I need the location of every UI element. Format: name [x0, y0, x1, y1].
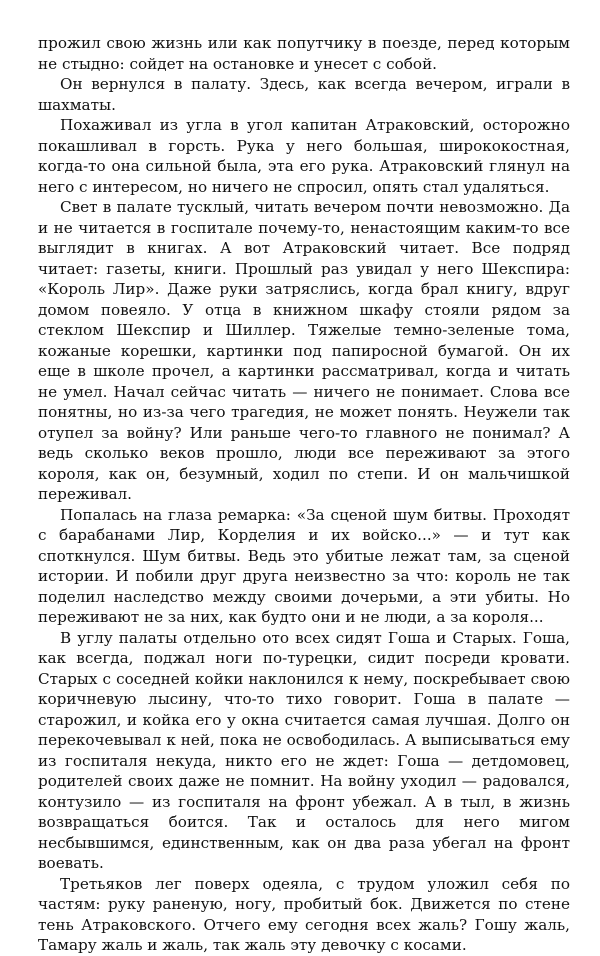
book-page — [38, 33, 570, 956]
paragraph-3: Похаживал из угла в угол капитан Атраковский, осторожно покашливал в горсть. Рука у него большая, ширококостная, когда-то она сильной была, эта его рука. Атраковский глянул на него с интересом, но ничего не спросил, опять стал удаляться. — [38, 116, 570, 196]
paragraph-5: Попалась на глаза ремарка: «За сценой шум битвы. Проходят с барабанами Лир, Корделия и их войско...» — и тут как споткнулся. Шум битвы. Ведь это убитые лежат там, за сценой истории. И побили друг друга неизвестно за что: король не так поделил наследство между своими дочерьми, а эти убиты. Но переживают не за них, как будто они и не люди, а за короля... — [38, 505, 570, 626]
paragraph-2: Он вернулся в палату. Здесь, как всегда вечером, играли в шахматы. — [38, 75, 570, 114]
paragraph-6: В углу палаты отдельно ото всех сидят Гоша и Старых. Гоша, как всегда, поджал ноги по-турецки, сидит посреди кровати. Старых с соседней койки наклонился к нему, поскребывает свою коричневую лысину, что-то тихо говорит. Гоша в палате — старожил, и койка его у окна считается самая лучшая. Долго он перекочевывал к ней, пока не освободилась. А выписываться ему из госпиталя некуда, никто его не ждет: Гоша — детдомовец, родителей своих даже не помнит. На войну уходил — радовался, контузило — из госпиталя на фронт убежал. А в тыл, в жизнь возвращаться боится. Так и осталось для него мигом несбывшимся, единственным, как он два раза убегал на фронт воевать. — [38, 628, 570, 872]
paragraph-4: Свет в палате тусклый, читать вечером почти невозможно. Да и не читается в госпитале почему-то, ненастоящим каким-то все выглядит в книгах. А вот Атраковский читает. Все подряд читает: газеты, книги. Прошлый раз увидал у него Шекспира: «Король Лир». Даже руки затряслись, когда брал книгу, вдруг домом повеяло. У отца в книжном шкафу стояли рядом за стеклом Шекспир и Шиллер. Тяжелые темно-зеленые тома, кожаные корешки, картинки под папиросной бумагой. Он их еще в школе прочел, а картинки рассматривал, когда и читать не умел. Начал сейчас читать — ничего не понимает. Слова все понятны, но из-за чего трагедия, не может понять. Неужели так отупел за войну? Или раньше чего-то главного не понимал? А ведь сколько веков прошло, люди все переживают за этого короля, как он, безумный, ходил по степи. И он мальчишкой переживал. — [38, 198, 570, 503]
paragraph-7: Третьяков лег поверх одеяла, с трудом уложил себя по частям: руку раненую, ногу, пробитый бок. Движется по стене тень Атраковского. Отчего ему сегодня всех жаль? Гошу жаль, Тамару жаль и жаль, так жаль эту девочку с косами. — [38, 874, 570, 954]
paragraph-1: прожил свою жизнь или как попутчику в поезде, перед которым не стыдно: сойдет на остановке и унесет с собой. — [38, 34, 570, 73]
